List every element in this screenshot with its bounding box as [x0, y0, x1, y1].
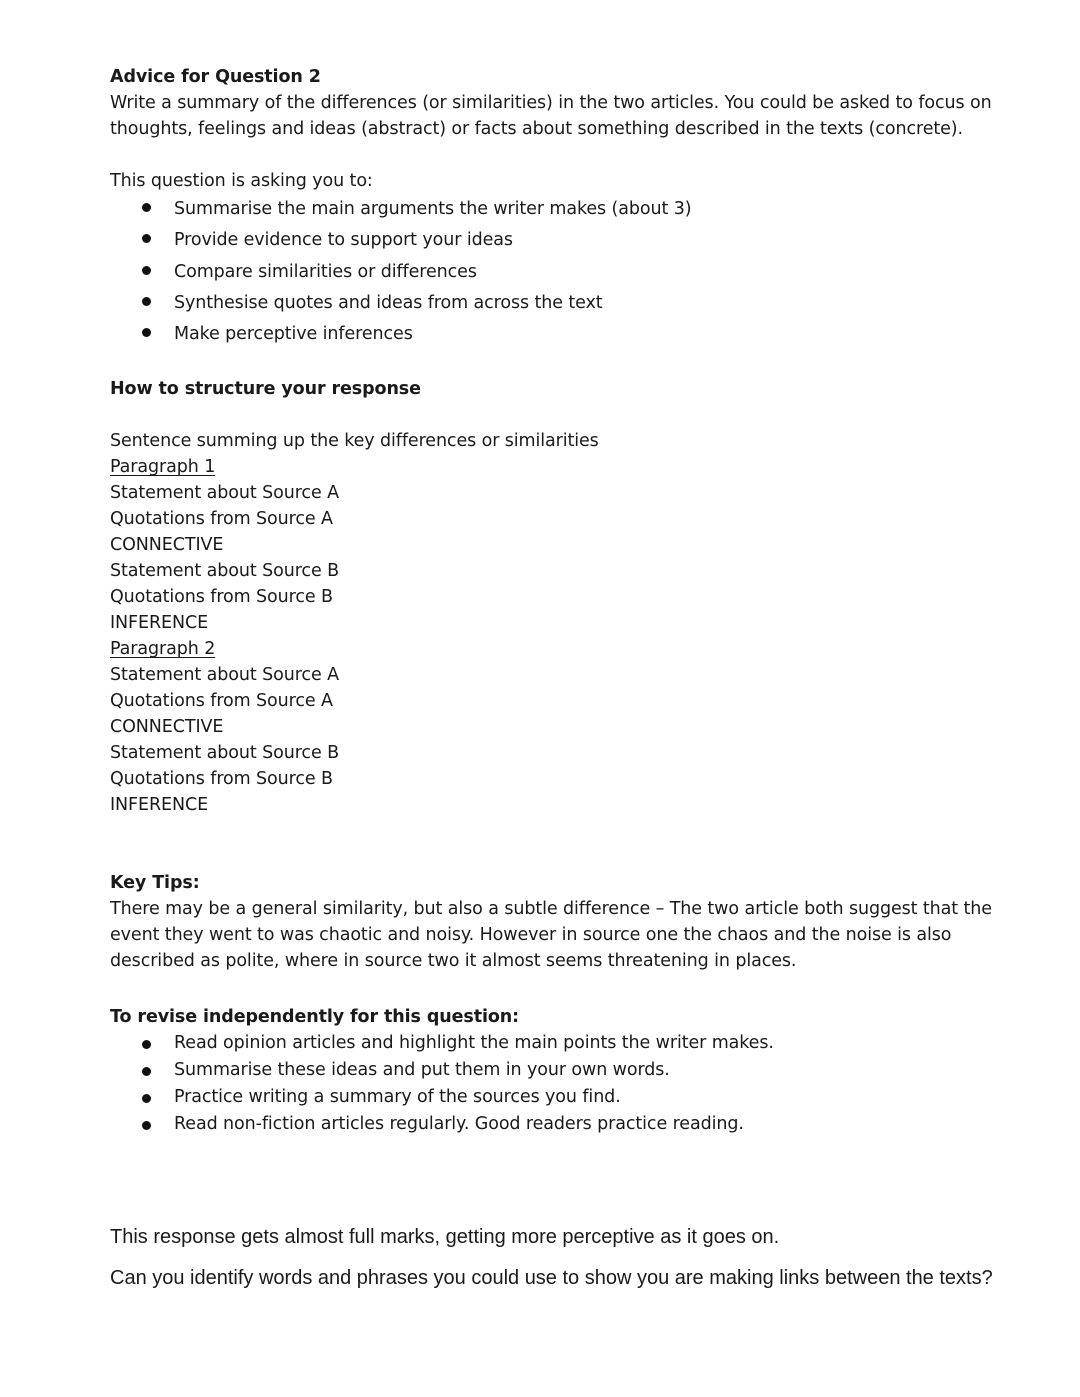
revise-text: Read non-fiction articles regularly. Good readers practice reading.	[174, 1114, 744, 1135]
asking-lead: This question is asking you to:	[110, 171, 373, 191]
structure-line: Quotations from Source B	[110, 769, 333, 790]
structure-opening: Sentence summing up the key differences or similarities	[110, 431, 599, 452]
list-item	[110, 194, 1010, 225]
task-text: Provide evidence to support your ideas	[174, 230, 513, 251]
revise-title: To revise independently for this question:	[110, 1007, 520, 1028]
response-note-line: This response gets almost full marks, getting more perceptive as it goes on.	[110, 1226, 780, 1248]
bullet-icon	[142, 203, 151, 212]
revise-text: Read opinion articles and highlight the main points the writer makes.	[174, 1033, 774, 1054]
worksheet-page	[110, 64, 1010, 1138]
structure-title: How to structure your response	[110, 379, 421, 400]
tips-title: Key Tips:	[110, 873, 200, 894]
structure-line: Statement about Source B	[110, 743, 339, 764]
spacer	[110, 350, 1010, 376]
spacer	[110, 402, 1010, 428]
paragraph-2-heading: Paragraph 2	[110, 639, 216, 660]
revise-text: Practice writing a summary of the sources you find.	[174, 1087, 621, 1108]
task-text: Compare similarities or differences	[174, 261, 477, 282]
list-item	[110, 319, 1010, 350]
paragraph-1-heading: Paragraph 1	[110, 457, 216, 478]
structure-line: Quotations from Source A	[110, 509, 333, 530]
revise-text: Summarise these ideas and put them in your own words.	[174, 1060, 670, 1081]
bullet-icon	[142, 1040, 151, 1049]
response-note	[110, 1224, 1000, 1291]
list-item	[110, 288, 1010, 319]
bullet-icon	[142, 297, 151, 306]
bullet-icon	[142, 266, 151, 275]
structure-line: Statement about Source A	[110, 483, 339, 504]
advice-title: Advice for Question 2	[110, 67, 321, 87]
structure-line: Quotations from Source B	[110, 587, 333, 608]
response-question: Can you identify words and phrases you could use to show you are making links between the texts?	[110, 1267, 993, 1289]
structure-line: CONNECTIVE	[110, 535, 224, 556]
task-text: Synthesise quotes and ideas from across the text	[174, 292, 603, 313]
revise-list	[110, 1030, 1010, 1138]
structure-line: INFERENCE	[110, 613, 209, 634]
list-item	[110, 1057, 1010, 1084]
list-item	[110, 225, 1010, 256]
structure-line: Statement about Source B	[110, 561, 339, 582]
tips-text: There may be a general similarity, but also a subtle difference – The two article both suggest that the event they went to was chaotic and noisy. However in source one the chaos and the noise is also described as polite, where in source two it almost seems threatening in places.	[110, 899, 992, 972]
advice-intro: Write a summary of the differences (or similarities) in the two articles. You could be asked to focus on thoughts, feelings and ideas (abstract) or facts about something described in the texts (concrete).	[110, 93, 992, 139]
spacer	[110, 142, 1010, 168]
list-item	[110, 257, 1010, 288]
structure-line: INFERENCE	[110, 795, 209, 816]
list-item	[110, 1084, 1010, 1111]
bullet-icon	[142, 234, 151, 243]
bullet-icon	[142, 1067, 151, 1076]
task-text: Make perceptive inferences	[174, 324, 413, 345]
structure-line: Quotations from Source A	[110, 691, 333, 712]
spacer	[110, 974, 1010, 1004]
bullet-icon	[142, 1121, 151, 1130]
bullet-icon	[142, 1094, 151, 1103]
spacer	[110, 818, 1010, 870]
task-list	[110, 194, 1010, 350]
bullet-icon	[142, 328, 151, 337]
list-item	[110, 1111, 1010, 1138]
structure-line: CONNECTIVE	[110, 717, 224, 738]
list-item	[110, 1030, 1010, 1057]
task-text: Summarise the main arguments the writer makes (about 3)	[174, 199, 692, 219]
structure-line: Statement about Source A	[110, 665, 339, 686]
